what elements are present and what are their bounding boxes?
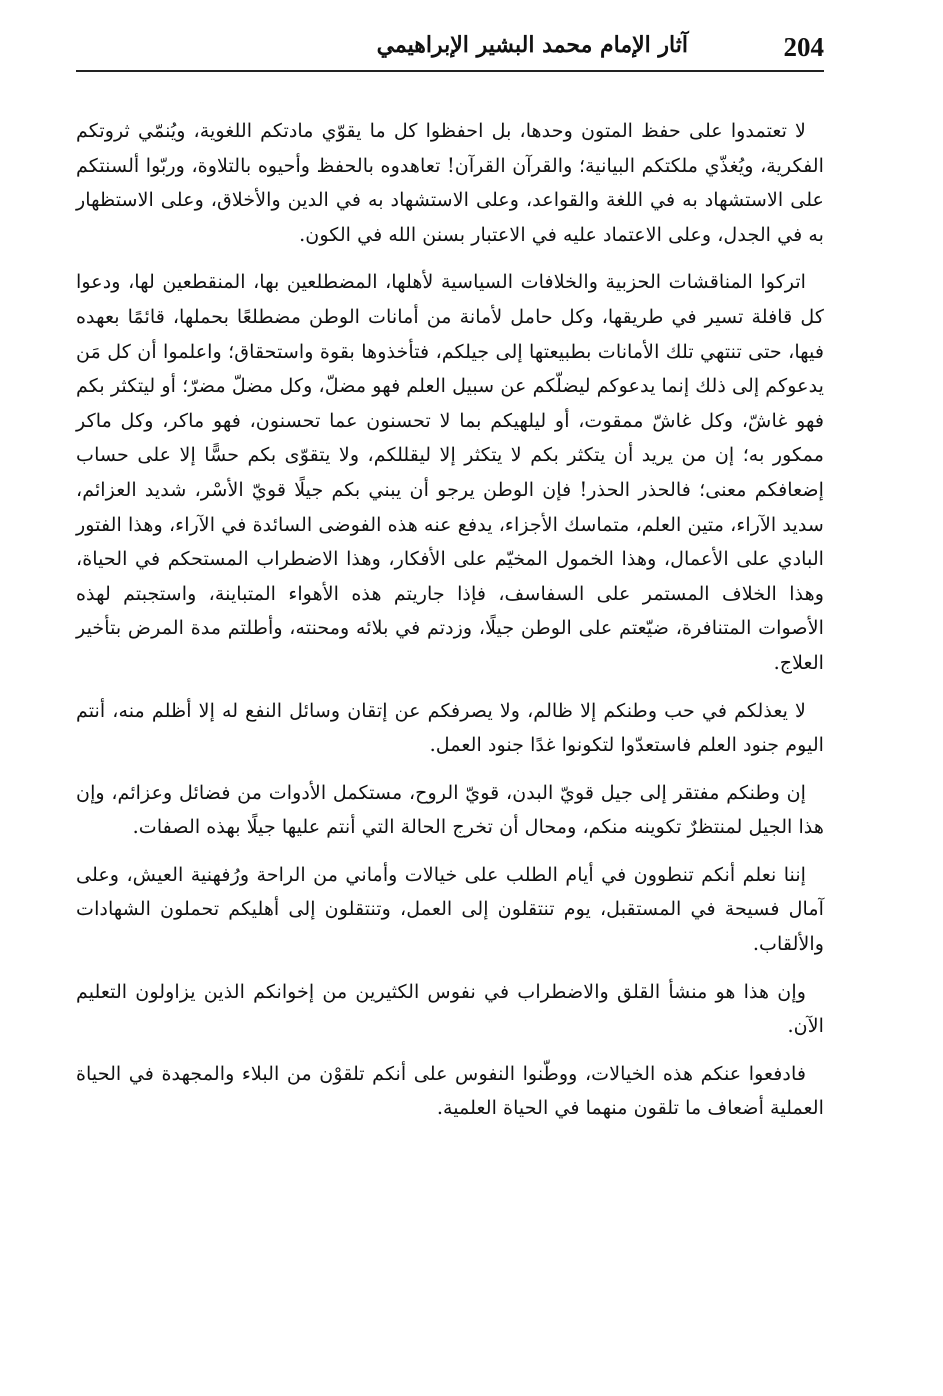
paragraph: فادفعوا عنكم هذه الخيالات، ووطّنوا النفوس على أنكم تلقوْن من البلاء والمجهدة في الحياة العملية أضعاف ما تلقون منهما في الحياة العلمية.: [76, 1061, 824, 1120]
book-page: [76, 28, 824, 1368]
running-title: آثار الإمام محمد البشير الإبراهيمي: [376, 32, 688, 58]
paragraph: لا يعذلكم في حب وطنكم إلا ظالم، ولا يصرفكم عن إتقان وسائل النفع له إلا أظلم منه، أنتم اليوم جنود العلم فاستعدّوا لتكونوا غدًا جنود العمل.: [76, 698, 824, 757]
paragraph: اتركوا المناقشات الحزبية والخلافات السياسية لأهلها، المضطلعين بها، المنقطعين لها، ودعوا كل قافلة تسير في طريقها، وكل حامل لأمانة من أمانات الوطن مضطلعًا بحملها، قائمًا بعهده فيها، حتى تنتهي تلك الأمانات بطبيعتها إلى جيلكم، فتأخذوها بقوة واستحقاق؛ واعلموا أن كل مَن يدعوكم إلى ذلك إنما يدعوكم ليضلّكم عن سبيل العلم فهو مضلّ، وكل مضلّ مضرّ؛ أو ليتكثر بكم فهو غاشّ، وكل غاشّ ممقوت، أو ليلهيكم بما لا تحسنون عما تحسنون، فهو ماكر، وكل ماكر ممكور به؛ إن من يريد أن يتكثر بكم لا يتكثر إلا ليقللكم، ولا يتقوّى بكم حسًّا إلا على حساب إضعافكم معنى؛ فالحذر الحذر! فإن الوطن يرجو أن يبني بكم جيلًا قويّ الأسْر، شديد العزائم، سديد الآراء، متين العلم، متماسك الأجزاء، يدفع عنه هذه الفوضى السائدة في الآراء، وهذا الفتور البادي على الأعمال، وهذا الخمول المخيّم على الأفكار، وهذا الاضطراب المستحكم في الحياة، وهذا الخلاف المستمر على السفاسف، فإذا جاريتم هذه الأهواء المتباينة، واستجبتم لهذه الأصوات المتنافرة، ضيّعتم على الوطن جيلًا، وزدتم في بلائه ومحنته، وأطلتم مدة المرض بتأخير العلاج.: [76, 270, 824, 674]
page-number: 204: [783, 32, 824, 62]
paragraph: إن وطنكم مفتقر إلى جيل قويّ البدن، قويّ الروح، مستكمل الأدوات من فضائل وعزائم، وإن هذا الجيل لمنتظرٌ تكوينه منكم، ومحال أن تخرج الحالة التي أنتم عليها جيلًا بهذه الصفات.: [76, 780, 824, 839]
paragraph: إننا نعلم أنكم تنطوون في أيام الطلب على خيالات وأماني من الراحة ورُفهنية العيش، وعلى آمال فسيحة في المستقبل، يوم تنتقلون إلى العمل، وتنتقلون إلى أهليكم تحملون الشهادات والألقاب.: [76, 862, 824, 956]
body-text: [76, 114, 824, 1126]
page-header: [76, 28, 824, 72]
paragraph: وإن هذا هو منشأ القلق والاضطراب في نفوس الكثيرين من إخوانكم الذين يزاولون التعليم الآن.: [76, 979, 824, 1038]
paragraph: لا تعتمدوا على حفظ المتون وحدها، بل احفظوا كل ما يقوّي مادتكم اللغوية، ويُنمّي ثروتكم الفكرية، ويُغذّي ملكتكم البيانية؛ والقرآن القرآن! تعاهدوه بالحفظ وأحيوه بالتلاوة، وربّوا ألسنتكم على الاستشهاد به في اللغة والقواعد، وعلى الاستشهاد به في الدين والأخلاق، وعلى الاستظهار به في الجدل، وعلى الاعتماد عليه في الاعتبار بسنن الله في الكون.: [76, 119, 824, 246]
